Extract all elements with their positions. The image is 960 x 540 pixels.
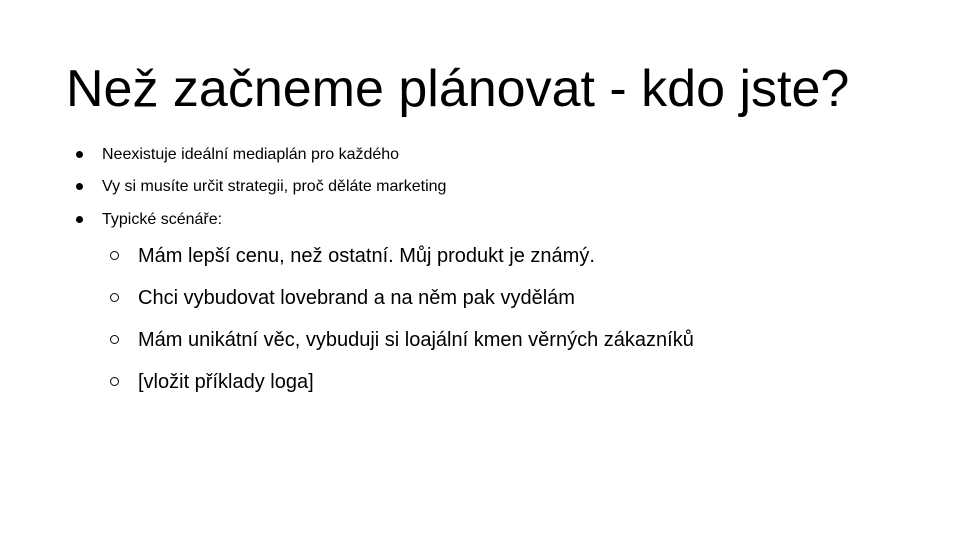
bullet-text: Typické scénáře: (102, 211, 223, 228)
hollow-bullet-icon (110, 251, 119, 260)
filled-bullet-icon (76, 216, 83, 223)
slide-title: Než začneme plánovat - kdo jste? (66, 60, 850, 118)
sub-bullet-text: Mám unikátní věc, vybuduji si loajální kmen věrných zákazníků (138, 329, 694, 351)
filled-bullet-icon (76, 151, 83, 158)
hollow-bullet-icon (110, 335, 119, 344)
sub-bullet-text: [vložit příklady loga] (138, 371, 314, 393)
bullet-text: Neexistuje ideální mediaplán pro každého (102, 146, 400, 163)
hollow-bullet-icon (110, 377, 119, 386)
sub-bullet-text: Mám lepší cenu, než ostatní. Můj produkt je známý. (138, 245, 595, 267)
bullet-text: Vy si musíte určit strategii, proč děláte marketing (102, 178, 447, 195)
sub-bullet-text: Chci vybudovat lovebrand a na něm pak vydělám (138, 287, 575, 309)
filled-bullet-icon (76, 183, 83, 190)
hollow-bullet-icon (110, 293, 119, 302)
